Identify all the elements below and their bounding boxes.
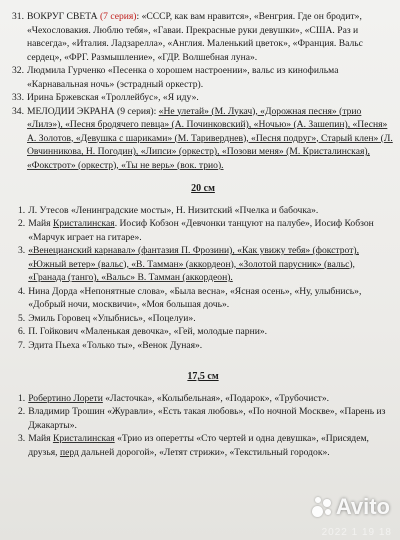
item-number: 32. — [12, 65, 24, 76]
item-text: «Венецианский карнавал» (фантазия П. Фрозини), «Как увижу тебя» (фокстрот), «Южный ветер» (вальс), «В. Тамман» (аккордеон), «Золотой парусник» (вальс), «Гранада (танго), «Вальс» В. Тамман (аккордеон). — [28, 245, 359, 283]
item-number: 3. — [18, 245, 26, 256]
list-item — [12, 10, 394, 64]
avito-logo-icon — [312, 497, 332, 517]
item-text: Майя Кристалинская «Трио из оперетты «Сто чертей и одна девушка», «Присядем, друзья, перд дальней дорогой», «Летят стрижи», «Текстильный городок». — [28, 433, 369, 458]
avito-watermark — [312, 494, 390, 520]
watermark-text: Avito — [335, 494, 390, 519]
list-20cm — [12, 204, 394, 353]
list-item — [12, 91, 394, 105]
item-number: 4. — [18, 285, 26, 297]
item-number: 6. — [18, 326, 26, 337]
list-item — [12, 339, 394, 353]
item-number: 1. — [18, 204, 26, 216]
item-text: Робертино Лорети «Ласточка», «Колыбельная», «Подарок», «Трубочист». — [28, 392, 330, 404]
section-heading-20cm: 20 см — [191, 183, 215, 194]
list-item — [12, 325, 394, 339]
item-number: 31. — [12, 11, 24, 22]
item-text: Эмиль Горовец «Улыбнись», «Поцелуи». — [28, 312, 196, 324]
item-number: 33. — [12, 92, 24, 103]
item-number: 2. — [18, 218, 26, 229]
list-item — [12, 432, 394, 459]
item-text: Владимир Трошин «Журавли», «Есть такая любовь», «По ночной Москве», «Парень из Джакарты». — [28, 406, 386, 431]
list-item — [12, 312, 394, 326]
item-number: 7. — [18, 339, 26, 351]
item-text: Нина Дорда «Непонятные слова», «Была весна», «Ясная осень», «Ну, улыбнись», «Добрый ночи, москвичи», «Моя большая дочь». — [28, 285, 362, 310]
list-item — [12, 64, 394, 91]
item-number: 2. — [18, 406, 26, 417]
item-text: Людмила Гурченко «Песенка о хорошем настроении», вальс из кинофильма «Карнавальная ночь» (эстрадный оркестр). — [27, 65, 339, 90]
list-item — [12, 217, 394, 244]
item-text: МЕЛОДИИ ЭКРАНА (9 серия): «Не улетай» (М. Лукач), «Дорожная песня» (трио «Лилэ»), «Песня бродячего певца» (А. Починковский), «Ночью» (А. Зашепин), «Песня» А. Золотов, «Девушка с шариками» (М. Тариверднев), «Песня подруг», Старый клен» (Л. Овчинникова, Н. Погодин), «Липси» (оркестр), «Позови меня» (М. Кристалинская), «Фокстрот» (оркестр), «Ты не верь» (вок. трио). — [27, 105, 393, 171]
item-text: П. Гойкович «Маленькая девочка», «Гей, молодые парни». — [28, 326, 268, 337]
list-item — [12, 204, 394, 218]
item-number: 3. — [18, 433, 26, 444]
item-text: ВОКРУГ СВЕТА (7 серия): «СССР, как вам нравится», «Венгрия. Где он бродит», «Чехословакия. Люблю тебя», «Гаваи. Прекрасные руки девушки», «США. Раз и навсегда», «Италия. Ладзарелла», «Англия. Маленький цветок», «Франция. Вальс сердец», «ФРГ. Размышление», «ГДР. Волшебная луна». — [27, 11, 363, 63]
section-heading-17-5cm: 17,5 см — [187, 371, 219, 382]
list-17-5cm — [12, 392, 394, 460]
item-text: Майя Кристалинская. Иосиф Кобзон «Девчонки танцуют на палубе», Иосиф Кобзон «Марчук играет на гитаре». — [28, 218, 374, 243]
item-text: Эдита Пьеха «Только ты», «Венок Дуная». — [28, 339, 203, 351]
item-number: 34. — [12, 105, 24, 117]
list-item — [12, 105, 394, 173]
item-text: Л. Утесов «Ленинградские мосты», Н. Низитский «Пчелка и бабочка». — [28, 204, 319, 216]
item-number: 1. — [18, 392, 26, 404]
list-item — [12, 285, 394, 312]
item-text: Ирина Бржевская «Троллейбус», «Я иду». — [27, 92, 199, 103]
series-label: (7 серия) — [99, 11, 137, 22]
list-item — [12, 405, 394, 432]
list-item — [12, 392, 394, 406]
date-stamp: 2022 1 19 18 — [321, 527, 392, 538]
list-item — [12, 244, 394, 285]
item-number: 5. — [18, 312, 26, 324]
